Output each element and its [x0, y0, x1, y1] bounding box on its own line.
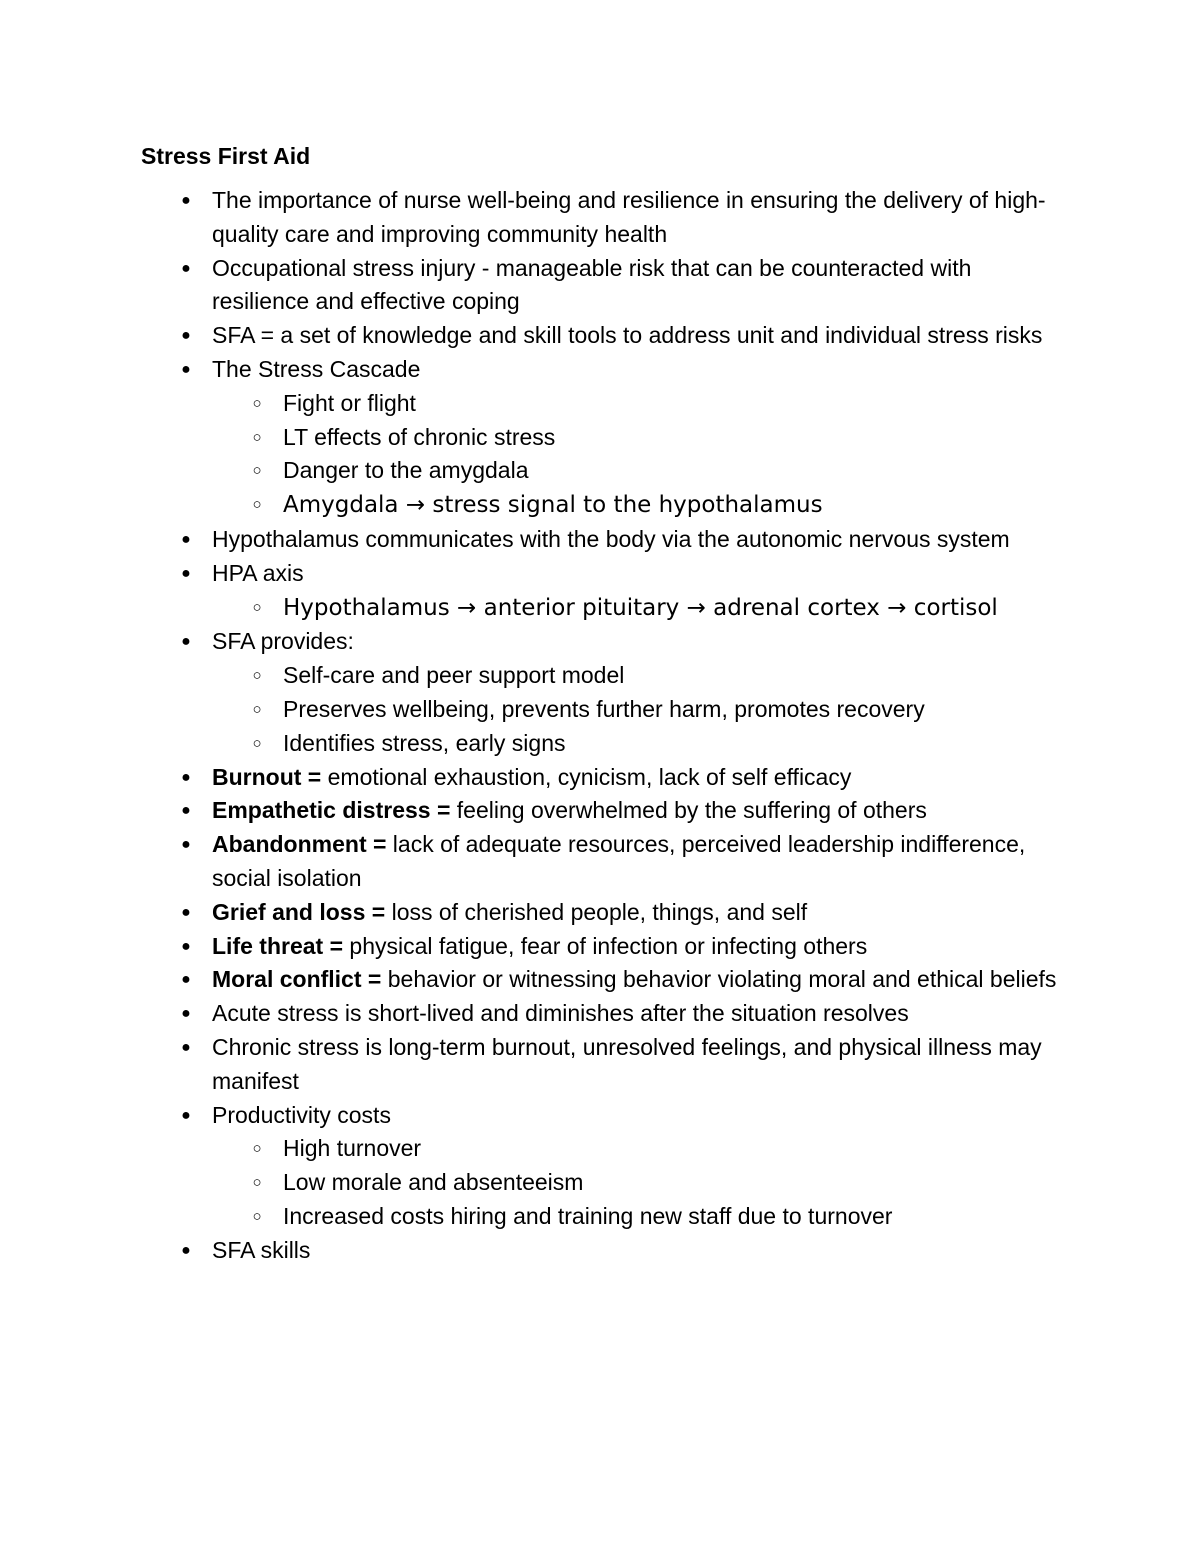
- term-definition: loss of cherished people, things, and self: [385, 898, 808, 925]
- sub-list-item: [212, 454, 1071, 488]
- bullet-icon: ●: [181, 971, 191, 989]
- sub-list-item-text: Amygdala → stress signal to the hypothalamus: [283, 492, 823, 519]
- bullet-icon: ●: [181, 768, 191, 786]
- sub-list-item-text: Low morale and absenteeism: [283, 1169, 584, 1196]
- list-item-text: The importance of nurse well-being and resilience in ensuring the delivery of high-quality care and improving community health: [212, 187, 1046, 247]
- sub-bullet-icon: ○: [252, 1174, 262, 1192]
- term-label: Burnout =: [212, 763, 322, 790]
- sub-list: [212, 591, 1071, 626]
- sub-list-item-text: Hypothalamus → anterior pituitary → adrenal cortex → cortisol: [283, 594, 998, 621]
- sub-list-item: [212, 421, 1071, 455]
- sub-list-item: [212, 591, 1071, 626]
- sub-bullet-icon: ○: [252, 496, 262, 514]
- bullet-icon: ●: [181, 937, 191, 955]
- term-label: Life threat =: [212, 932, 344, 959]
- bullet-icon: ●: [181, 360, 191, 378]
- term-definition: physical fatigue, fear of infection or infecting others: [343, 932, 868, 959]
- term-label: Grief and loss =: [212, 898, 386, 925]
- sub-bullet-icon: ○: [252, 667, 262, 685]
- sub-bullet-icon: ○: [252, 428, 262, 446]
- sub-list: [212, 1132, 1071, 1233]
- sub-list-item-text: Fight or flight: [283, 389, 416, 416]
- list-item: [141, 930, 1071, 964]
- bullet-icon: ●: [181, 1038, 191, 1056]
- bullet-icon: ●: [181, 564, 191, 582]
- list-item-text: Productivity costs: [212, 1101, 391, 1128]
- sub-list-item: [212, 387, 1071, 421]
- list-item-text: SFA skills: [212, 1236, 311, 1263]
- term-definition: feeling overwhelmed by the suffering of others: [450, 797, 927, 824]
- sub-list-item: [212, 659, 1071, 693]
- bullet-icon: ●: [181, 259, 191, 277]
- list-item: [141, 997, 1071, 1031]
- list-item: [141, 184, 1071, 252]
- list-item: [141, 963, 1071, 997]
- term-label: Abandonment =: [212, 831, 387, 858]
- sub-bullet-icon: ○: [252, 598, 262, 616]
- term-label: Moral conflict =: [212, 966, 382, 993]
- term-definition: behavior or witnessing behavior violating moral and ethical beliefs: [381, 966, 1057, 993]
- bullet-icon: ●: [181, 836, 191, 854]
- bullet-icon: ●: [181, 633, 191, 651]
- sub-list-item-text: High turnover: [283, 1135, 422, 1162]
- sub-list: [212, 659, 1071, 760]
- list-item-text: Acute stress is short-lived and diminishes after the situation resolves: [212, 1000, 909, 1027]
- bullet-icon: ●: [181, 1005, 191, 1023]
- sub-bullet-icon: ○: [252, 700, 262, 718]
- page-title: Stress First Aid: [141, 143, 311, 169]
- list-item: [141, 625, 1071, 760]
- list-item: [141, 896, 1071, 930]
- sub-list-item-text: Increased costs hiring and training new staff due to turnover: [283, 1202, 893, 1229]
- list-item-text: Hypothalamus communicates with the body via the autonomic nervous system: [212, 525, 1010, 552]
- list-item-text: HPA axis: [212, 559, 304, 586]
- sub-list-item: [212, 727, 1071, 761]
- bullet-icon: ●: [181, 530, 191, 548]
- list-item: [141, 794, 1071, 828]
- sub-bullet-icon: ○: [252, 394, 262, 412]
- bullet-icon: ●: [181, 802, 191, 820]
- sub-list-item: [212, 693, 1071, 727]
- sub-list: [212, 387, 1071, 523]
- list-item: [141, 1099, 1071, 1234]
- bullet-list: [141, 184, 1071, 1268]
- list-item-text: SFA = a set of knowledge and skill tools to address unit and individual stress risks: [212, 322, 1043, 349]
- list-item: [141, 252, 1071, 320]
- sub-bullet-icon: ○: [252, 1207, 262, 1225]
- sub-list-item: [212, 1200, 1071, 1234]
- bullet-icon: ●: [181, 327, 191, 345]
- term-label: Empathetic distress =: [212, 797, 451, 824]
- sub-list-item-text: Identifies stress, early signs: [283, 729, 566, 756]
- list-item: [141, 1234, 1071, 1268]
- list-item-text: Chronic stress is long-term burnout, unresolved feelings, and physical illness may manifest: [212, 1033, 1042, 1094]
- list-item: [141, 828, 1071, 896]
- sub-list-item-text: Danger to the amygdala: [283, 457, 529, 484]
- list-item: [141, 761, 1071, 795]
- sub-list-item-text: LT effects of chronic stress: [283, 423, 556, 450]
- sub-list-item-text: Preserves wellbeing, prevents further harm, promotes recovery: [283, 695, 925, 722]
- sub-bullet-icon: ○: [252, 734, 262, 752]
- sub-bullet-icon: ○: [252, 462, 262, 480]
- list-item: [141, 523, 1071, 557]
- bullet-icon: ●: [181, 192, 191, 209]
- term-definition: lack of adequate resources, perceived leadership indifference, social isolation: [212, 831, 1026, 891]
- list-item-text: Occupational stress injury - manageable risk that can be counteracted with resilience and effective coping: [212, 254, 972, 315]
- bullet-icon: ●: [181, 903, 191, 921]
- list-item: [141, 353, 1071, 523]
- list-item: [141, 319, 1071, 353]
- sub-bullet-icon: ○: [252, 1140, 262, 1158]
- sub-list-item: [212, 488, 1071, 523]
- list-item: [141, 1031, 1071, 1099]
- sub-list-item-text: Self-care and peer support model: [283, 662, 625, 689]
- list-item: [141, 557, 1071, 626]
- list-item-text: The Stress Cascade: [212, 355, 421, 382]
- list-item-text: SFA provides:: [212, 628, 354, 655]
- sub-list-item: [212, 1132, 1071, 1166]
- bullet-icon: ●: [181, 1241, 191, 1259]
- term-definition: emotional exhaustion, cynicism, lack of self efficacy: [321, 763, 852, 790]
- bullet-icon: ●: [181, 1106, 191, 1124]
- sub-list-item: [212, 1166, 1071, 1200]
